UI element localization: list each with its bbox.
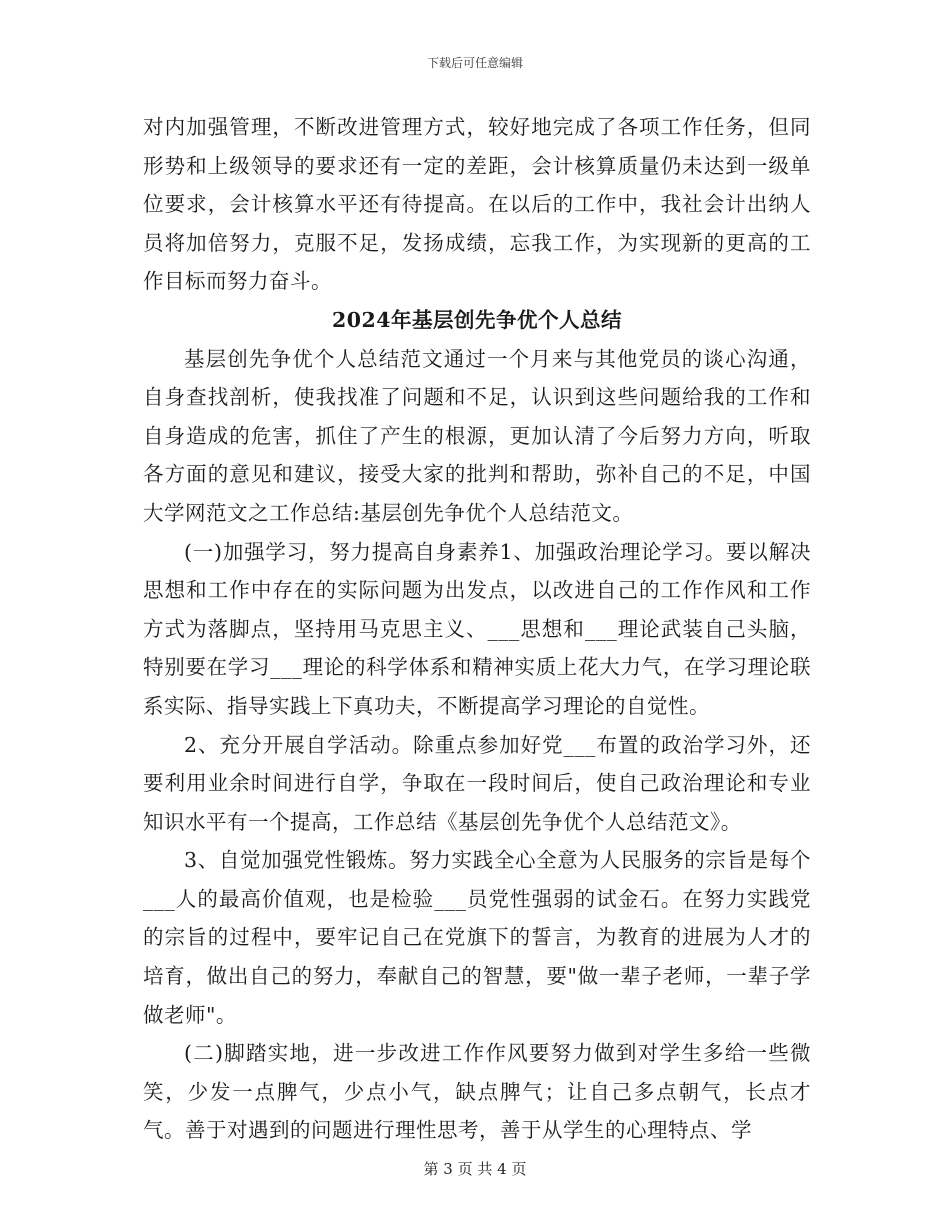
body-paragraph-2: (一)加强学习，努力提高自身素养1、加强政治理论学习。要以解决思想和工作中存在的实际问题为出发点，以改进自己的工作作风和工作方式为落脚点，坚持用马克思主义、___思想和___理论武装自己头脑，特别要在学习___理论的科学体系和精神实质上花大力气，在学习理论联系实际、指导实践上下真功夫，不断提高学习理论的自觉性。	[143, 539, 811, 718]
body-paragraph-4: 3、自觉加强党性锻炼。努力实践全心全意为人民服务的宗旨是每个___人的最高价值观，也是检验___员党性强弱的试金石。在努力实践党的宗旨的过程中，要牢记自己在党旗下的誓言，为教育的进展为人才的培育，做出自己的努力，奉献自己的智慧，要"做一辈子老师，一辈子学做老师"。	[143, 848, 811, 1027]
body-paragraph-5: (二)脚踏实地，进一步改进工作作风要努力做到对学生多给一些微笑，少发一点脾气，少点小气，缺点脾气；让自己多点朝气，长点才气。善于对遇到的问题进行理性思考，善于从学生的心理特点、学	[143, 1041, 811, 1143]
page-number: 第 3 页 共 4 页	[423, 1160, 527, 1178]
intro-paragraph: 对内加强管理，不断改进管理方式，较好地完成了各项工作任务，但同形势和上级领导的要求还有一定的差距，会计核算质量仍未达到一级单位要求，会计核算水平还有待提高。在以后的工作中，我社会计出纳人员将加倍努力，克服不足，发扬成绩，忘我工作，为实现新的更高的工作目标而努力奋斗。	[143, 115, 811, 294]
page-header: 下载后可任意编辑	[426, 56, 523, 70]
body-paragraph-3: 2、充分开展自学活动。除重点参加好党___布置的政治学习外，还要利用业余时间进行自学，争取在一段时间后，使自己政治理论和专业知识水平有一个提高，工作总结《基层创先争优个人总结范文》。	[143, 732, 811, 834]
section-title: 2024年基层创先争优个人总结	[331, 307, 623, 332]
body-paragraph-1: 基层创先争优个人总结范文通过一个月来与其他党员的谈心沟通，自身查找剖析，使我找准了问题和不足，认识到这些问题给我的工作和自身造成的危害，抓住了产生的根源，更加认清了今后努力方向，听取各方面的意见和建议，接受大家的批判和帮助，弥补自己的不足，中国大学网范文之工作总结:基层创先争优个人总结范文。	[143, 346, 811, 525]
document-body	[143, 108, 811, 1150]
